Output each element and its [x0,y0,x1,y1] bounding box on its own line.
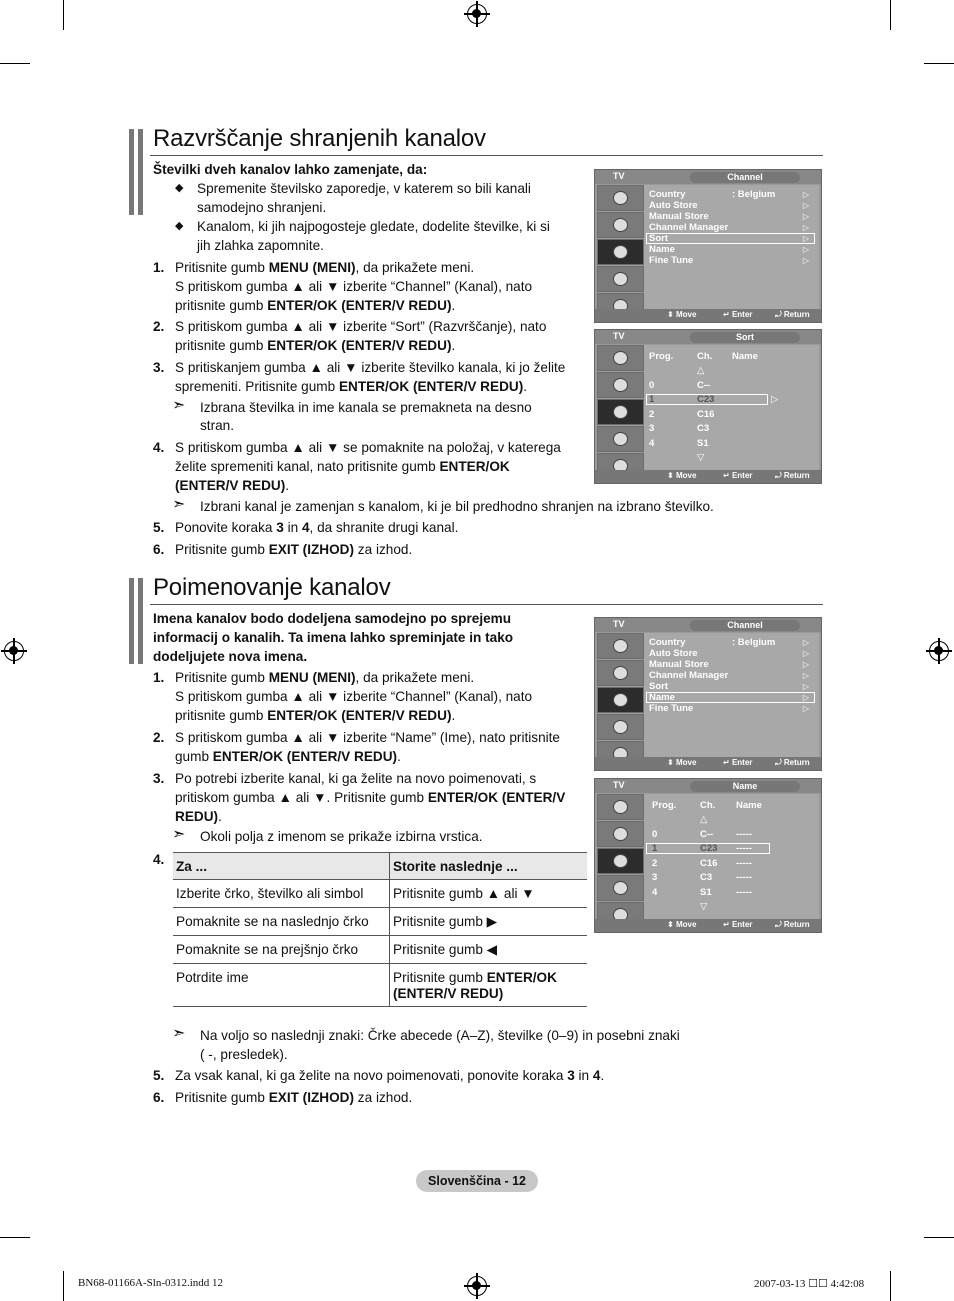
osd-tv-label: TV [613,171,625,181]
registration-mark-icon [4,641,24,661]
note-text: Izbrana številka in ime kanala se premakneta na desno [200,400,532,415]
step-number: 2. [153,730,165,745]
step-text: Za vsak kanal, ki ga želite na novo poimenovati, ponovite koraka 3 in 4. [175,1068,605,1083]
print-file-name: BN68-01166A-Sln-0312.indd 12 [78,1277,224,1289]
channel-number: C3 [697,423,710,434]
step-text: S pritiskom gumba ▲ ali ▼ izberite “Channel” (Kanal), nato [175,689,533,704]
osd-footer: ⬍ Move ↵ Enter ⤾ Return [595,309,821,322]
setup-icon [597,266,644,292]
crop-mark [924,1237,954,1238]
table-cell: Pritisnite gumb ENTER/OK (ENTER/V REDU) [390,964,588,1007]
channel-number: C16 [700,858,718,869]
arrow-right-icon: ▷ [802,693,809,702]
step-text: pritisnite gumb ENTER/OK (ENTER/V REDU). [175,298,456,313]
step-text: spremeniti. Pritisnite gumb ENTER/OK (ENTER/V REDU). [175,379,528,394]
table-cell: Potrdite ime [173,964,390,1007]
crop-mark [924,63,954,64]
registration-mark-icon [929,641,949,661]
bullet-text: Spremenite številsko zaporedje, v katerem so bili kanali [197,181,531,196]
prog-number: 2 [652,858,658,869]
step-number: 2. [153,319,165,334]
osd-tab: Name [690,781,800,792]
step-text: pritisnite gumb ENTER/OK (ENTER/V REDU). [175,708,456,723]
setup-icon [597,875,644,901]
osd-footer: ⬍ Move ↵ Enter ⤾ Return [595,919,821,932]
bullet-icon: ◆ [175,220,184,232]
sound-icon [597,212,644,238]
channel-number: S1 [700,887,712,898]
bullet-icon: ◆ [175,182,184,194]
prog-number: 4 [652,887,658,898]
col-header: Ch. [700,800,716,811]
step-text: REDU). [175,809,222,824]
sound-icon [597,821,644,847]
osd-name-menu [594,778,822,933]
key-table [173,852,587,1007]
picture-icon [597,794,644,820]
step-text: Ponovite koraka 3 in 4, da shranite drugi kanal. [175,520,459,535]
step-text: Pritisnite gumb EXIT (IZHOD) za izhod. [175,542,413,557]
osd-tab: Channel [690,620,800,631]
intro: dodeljujete nova imena. [153,649,308,664]
picture-icon [597,185,644,211]
osd-tv-label: TV [613,331,625,341]
osd-footer: ⬍ Move ↵ Enter ⤾ Return [595,470,821,483]
title-rule [150,604,823,605]
page-number-label: Slovenščina - 12 [416,1170,538,1192]
table-cell: Pritisnite gumb ◀ [390,936,588,964]
arrow-right-icon: ▷ [771,394,779,405]
prog-number: 1 [652,843,658,854]
osd-tab: Sort [690,332,800,343]
arrow-right-icon: ▷ [802,234,809,243]
note-arrow-icon: ➣ [172,496,186,513]
arrow-right-icon: ▷ [802,649,809,658]
note-text: ( -, presledek). [200,1047,288,1062]
picture-icon [597,633,644,659]
crop-mark [63,1271,64,1301]
arrow-right-icon: ▷ [802,212,809,221]
osd-item: Fine Tune [649,255,694,266]
table-cell: Izberite črko, številko ali simbol [173,880,390,908]
osd-channel-menu-sort [594,169,822,323]
arrow-right-icon: ▷ [802,704,809,713]
channel-number: S1 [697,438,709,449]
intro: Imena kanalov bodo dodeljena samodejno po sprejemu [153,611,512,626]
step-number: 5. [153,520,165,535]
arrow-up-icon: △ [697,365,705,376]
arrow-right-icon: ▷ [802,256,809,265]
prog-number: 2 [649,409,655,420]
step-number: 4. [153,440,165,455]
osd-sort-menu [594,329,822,484]
arrow-right-icon: ▷ [802,660,809,669]
note-arrow-icon: ➣ [172,1025,186,1042]
osd-item: Channel Manager [649,670,729,681]
arrow-down-icon: ▽ [697,452,705,463]
section-title: Razvrščanje shranjenih kanalov [153,125,486,152]
arrow-right-icon: ▷ [802,682,809,691]
step-number: 6. [153,542,165,557]
note-arrow-icon: ➣ [172,397,186,414]
osd-tv-label: TV [613,619,625,629]
step-text: S pritiskom gumba ▲ ali ▼ izberite “Name” (Ime), nato pritisnite [175,730,560,745]
col-header: Name [732,351,758,362]
arrow-right-icon: ▷ [802,223,809,232]
step-text: S pritiskom gumba ▲ ali ▼ se pomaknite na položaj, v katerega [175,440,561,455]
step-text: pritiskom gumba ▲ ali ▼. Pritisnite gumb ENTER/OK (ENTER/V [175,790,566,805]
table-row [173,908,587,936]
setup-icon [597,426,644,452]
channel-number: C-- [697,380,711,391]
osd-channel-menu-name [594,617,822,771]
intro: informacij o kanalih. Ta imena lahko spreminjate in tako [153,630,514,645]
note-arrow-icon: ➣ [172,826,186,843]
table-cell: Pomaknite se na prejšnjo črko [173,936,390,964]
table-header [173,853,587,880]
osd-item: Sort [649,681,668,692]
channel-name: ----- [736,843,752,854]
osd-item: Auto Store [649,200,698,211]
osd-item: Country [649,189,686,200]
table-cell: Pomaknite se na naslednjo črko [173,908,390,936]
osd-item: Auto Store [649,648,698,659]
arrow-up-icon: △ [700,814,708,825]
table-cell: Pritisnite gumb ▶ [390,908,588,936]
osd-item: Channel Manager [649,222,729,233]
col-header: Prog. [649,351,674,362]
crop-mark [63,0,64,30]
channel-number: C16 [697,409,715,420]
step-text: S pritiskanjem gumba ▲ ali ▼ izberite številko kanala, ki jo želite [175,360,566,375]
col-header: Prog. [652,800,677,811]
arrow-down-icon: ▽ [700,901,708,912]
selection-bar [646,233,815,244]
step-text: pritisnite gumb ENTER/OK (ENTER/V REDU). [175,338,456,353]
title-rule [150,155,823,156]
table-header-cell: Storite naslednje ... [390,853,588,880]
table-header-cell: Za ... [173,853,390,880]
step-number: 3. [153,360,165,375]
step-text: (ENTER/V REDU). [175,478,290,493]
osd-value: : Belgium [732,189,776,200]
arrow-right-icon: ▷ [802,671,809,680]
osd-tv-label: TV [613,780,625,790]
osd-item: Name [649,692,675,703]
channel-name: ----- [736,858,752,869]
step-text: Pritisnite gumb EXIT (IZHOD) za izhod. [175,1090,413,1105]
osd-tab: Channel [690,172,800,183]
table-row [173,880,587,908]
osd-footer: ⬍ Move ↵ Enter ⤾ Return [595,757,821,770]
prog-number: 1 [649,394,655,405]
arrow-right-icon: ▷ [802,190,809,199]
prog-number: 3 [649,423,655,434]
step-number: 1. [153,670,165,685]
channel-name: ----- [736,887,752,898]
channel-number: C23 [700,843,718,854]
prog-number: 0 [652,829,658,840]
step-number: 5. [153,1068,165,1083]
col-header: Ch. [697,351,713,362]
arrow-right-icon: ▷ [802,638,809,647]
step-number: 1. [153,260,165,275]
step-text: Po potrebi izberite kanal, ki ga želite na novo poimenovati, s [175,771,537,786]
osd-value: : Belgium [732,637,776,648]
step-text: želite spremeniti kanal, nato pritisnite gumb ENTER/OK [175,459,510,474]
osd-item: Name [649,244,675,255]
bullet-text: jih zlahka zapomnite. [197,238,324,253]
section-bar [129,129,143,215]
table-cell: Pritisnite gumb ▲ ali ▼ [390,880,588,908]
osd-item: Country [649,637,686,648]
osd-item: Sort [649,233,668,244]
step-number: 4. [153,852,165,867]
section-bar [129,578,143,664]
prog-number: 4 [649,438,655,449]
prog-number: 0 [649,380,655,391]
channel-number: C3 [700,872,713,883]
step-text: gumb ENTER/OK (ENTER/V REDU). [175,749,401,764]
step-text: Pritisnite gumb MENU (MENI), da prikažete meni. [175,260,475,275]
crop-mark [0,63,30,64]
registration-mark-icon [467,1276,487,1296]
channel-icon [597,239,644,265]
table-row [173,936,587,964]
crop-mark [890,0,891,30]
arrow-right-icon: ▷ [802,245,809,254]
channel-icon [597,399,644,425]
channel-icon [597,687,644,713]
channel-name: ----- [736,872,752,883]
note-text: Na voljo so naslednji znaki: Črke abecede (A–Z), številke (0–9) in posebni znaki [200,1028,680,1043]
channel-number: C23 [697,394,715,405]
osd-item: Fine Tune [649,703,694,714]
prog-number: 3 [652,872,658,883]
step-text: S pritiskom gumba ▲ ali ▼ izberite “Sort” (Razvrščanje), nato [175,319,547,334]
osd-item: Manual Store [649,659,709,670]
arrow-right-icon: ▷ [802,201,809,210]
sound-icon [597,660,644,686]
table-row [173,964,587,1007]
step-number: 3. [153,771,165,786]
osd-item: Manual Store [649,211,709,222]
crop-mark [890,1271,891,1301]
note-text: stran. [200,418,234,433]
intro: Številki dveh kanalov lahko zamenjate, da: [153,162,428,177]
step-number: 6. [153,1090,165,1105]
channel-icon [597,848,644,874]
step-text: S pritiskom gumba ▲ ali ▼ izberite “Channel” (Kanal), nato [175,279,533,294]
setup-icon [597,714,644,740]
note-text: Izbrani kanal je zamenjan s kanalom, ki je bil predhodno shranjen na izbrano številko. [200,499,714,514]
channel-name: ----- [736,829,752,840]
registration-mark-icon [467,4,487,24]
bullet-text: samodejno shranjeni. [197,200,327,215]
crop-mark [0,1237,30,1238]
section-title: Poimenovanje kanalov [153,574,391,601]
bullet-text: Kanalom, ki jih najpogosteje gledate, dodelite številke, ki si [197,219,550,234]
step-text: Pritisnite gumb MENU (MENI), da prikažete meni. [175,670,475,685]
sound-icon [597,372,644,398]
print-date: 2007-03-13 ☐☐ 4:42:08 [754,1278,865,1290]
col-header: Name [736,800,762,811]
channel-number: C-- [700,829,714,840]
picture-icon [597,345,644,371]
note-text: Okoli polja z imenom se prikaže izbirna vrstica. [200,829,483,844]
